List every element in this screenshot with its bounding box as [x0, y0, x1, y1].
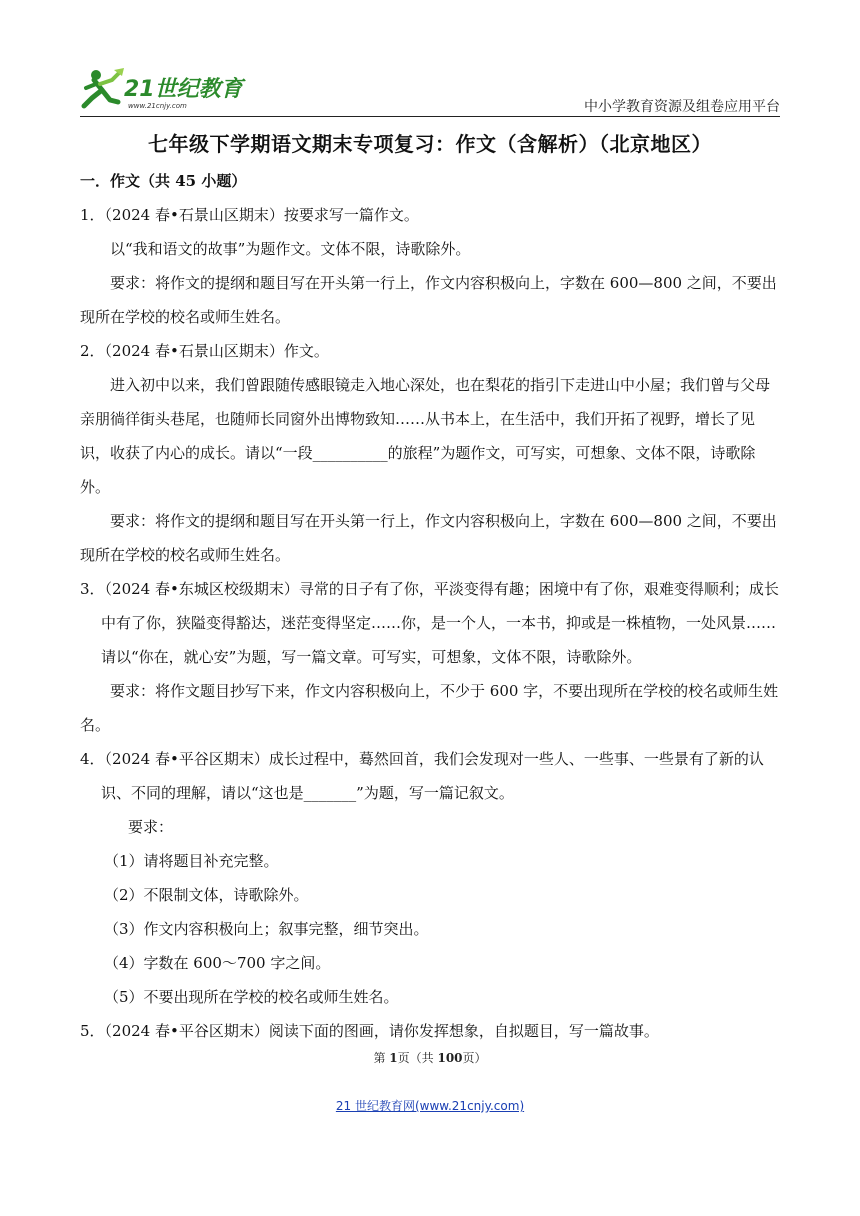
question-intro: （2024 春•石景山区期末）作文。 — [104, 342, 329, 360]
question-intro: （2024 春•平谷区期末）成长过程中，蓦然回首，我们会发现对一些人、一些事、一些景有了新的认识、不同的理解，请以“这也是_______”为题，写一篇记叙文。 — [101, 750, 764, 802]
requirement-item: （2）不限制文体，诗歌除外。 — [104, 886, 309, 904]
question-intro: （2024 春•石景山区期末）按要求写一篇作文。 — [104, 206, 419, 224]
question-requirement: 要求：将作文的提纲和题目写在开头第一行上，作文内容积极向上，字数在 600—800 之间，不要出现所在学校的校名或师生姓名。 — [80, 274, 777, 326]
requirement-item: （5）不要出现所在学校的校名或师生姓名。 — [104, 988, 399, 1006]
question-text: 进入初中以来，我们曾跟随传感眼镜走入地心深处，也在梨花的指引下走进山中小屋；我们曾与父母亲朋徜徉街头巷尾，也随师长同窗外出博物致知……从书本上，在生活中，我们开拓了视野，增长了见识，收获了内心的成长。请以“一段__________的旅程”为题作文，可写实，可想象、文体不限，诗歌除外。 — [80, 376, 771, 496]
question-number: 2． — [80, 342, 105, 360]
question-text: 以“我和语文的故事”为题作文。文体不限，诗歌除外。 — [110, 240, 471, 258]
logo-url: www.21cnjy.com — [128, 102, 187, 110]
question-list — [80, 198, 780, 1048]
logo — [80, 66, 250, 112]
question-requirement: 要求：将作文的提纲和题目写在开头第一行上，作文内容积极向上，字数在 600—800 之间，不要出现所在学校的校名或师生姓名。 — [80, 512, 777, 564]
page-number: 第 1页（共 100页） — [373, 1051, 487, 1065]
requirement-item: （3）作文内容积极向上；叙事完整，细节突出。 — [104, 920, 429, 938]
site-link[interactable]: 21 世纪教育网(www.21cnjy.com) — [335, 1099, 525, 1113]
header-divider — [80, 116, 780, 117]
question-intro: （2024 春•东城区校级期末）寻常的日子有了你，平淡变得有趣；困境中有了你，艰难变得顺利；成长中有了你，狭隘变得豁达，迷茫变得坚定……你，是一个人，一本书，抑或是一株植物，一处风景……请以“你在，就心安”为题，写一篇文章。可写实，可想象，文体不限，诗歌除外。 — [101, 580, 779, 666]
question-intro: （2024 春•平谷区期末）阅读下面的图画，请你发挥想象，自拟题目，写一篇故事。 — [104, 1022, 659, 1040]
question-number: 5． — [80, 1022, 105, 1040]
question-item — [80, 742, 780, 810]
question-number: 3． — [80, 580, 105, 598]
question-number: 4． — [80, 750, 105, 768]
runner-icon — [84, 68, 124, 106]
question-item — [80, 334, 780, 368]
requirement-label: 要求： — [128, 818, 174, 836]
requirement-item: （1）请将题目补充完整。 — [104, 852, 279, 870]
page-title: 七年级下学期语文期末专项复习：作文（含解析）（北京地区） — [148, 132, 712, 156]
requirement-item: （4）字数在 600～700 字之间。 — [104, 954, 331, 972]
page-header — [80, 66, 780, 116]
question-requirement: 要求：将作文题目抄写下来，作文内容积极向上，不少于 600 字，不要出现所在学校的校名或师生姓名。 — [80, 682, 779, 734]
section-heading: 一．作文（共 45 小题） — [80, 172, 247, 190]
question-item — [80, 1014, 780, 1048]
platform-name: 中小学教育资源及组卷应用平台 — [584, 99, 780, 115]
question-number: 1． — [80, 206, 105, 224]
question-item — [80, 198, 780, 232]
logo-text: 21世纪教育 — [124, 77, 243, 102]
question-item — [80, 572, 780, 674]
